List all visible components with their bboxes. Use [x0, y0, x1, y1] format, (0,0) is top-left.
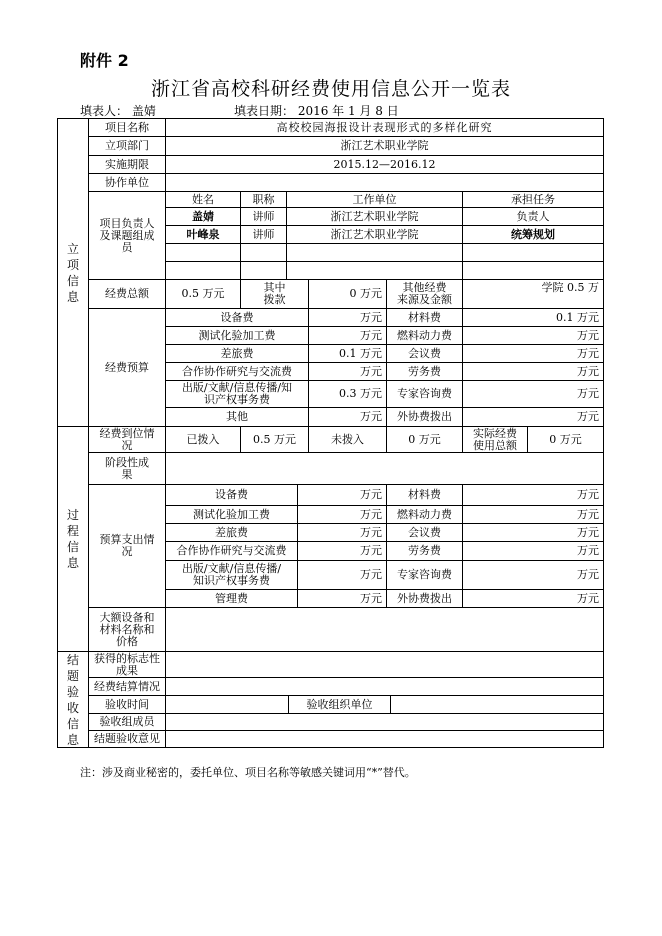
member-header-title: 职称 [252, 192, 275, 206]
spend-item-value: 万元 [360, 568, 382, 581]
spend-item-label: 燃料动力费 [397, 507, 452, 521]
budget-item-label: 专家咨询费 [397, 387, 452, 400]
budget-label: 经费预算 [105, 360, 149, 374]
spend-item-label: 管理费 [215, 591, 248, 605]
spend-item-value: 万元 [577, 488, 599, 501]
document-title: 浙江省高校科研经费使用信息公开一览表 [150, 78, 511, 100]
allocated-label: 其中 拨款 [263, 281, 286, 306]
pending-value: 0 万元 [408, 432, 441, 446]
other-funds-label: 其他经费 来源及金额 [397, 281, 452, 306]
spend-item-label: 外协费拨出 [397, 591, 452, 605]
budget-item-label: 外协费拨出 [397, 410, 452, 423]
settlement-label: 经费结算情况 [94, 679, 160, 693]
period-value: 2015.12—2016.12 [333, 157, 436, 171]
other-funds-value: 学院 0.5 万 [541, 281, 599, 294]
budget-item-label: 设备费 [220, 310, 254, 324]
member-name: 叶峰泉 [186, 227, 220, 241]
spend-item-value: 万元 [577, 507, 599, 521]
received-label: 已拨入 [186, 432, 220, 446]
budget-item-label: 材料费 [408, 310, 441, 324]
section-conclusion-label: 结 题 验 收 信 息 [66, 652, 79, 747]
spend-item-label: 劳务费 [408, 544, 441, 557]
equipment-label: 大额设备和 材料名称和 价格 [99, 610, 155, 648]
spend-item-label: 设备费 [215, 488, 248, 501]
budget-item-value: 万元 [360, 410, 382, 423]
total-label: 经费总额 [105, 287, 149, 300]
actual-label: 实际经费 使用总额 [473, 427, 517, 452]
coop-label: 协作单位 [105, 175, 149, 189]
budget-item-value: 万元 [577, 328, 599, 342]
budget-item-label: 其他 [226, 410, 248, 423]
achievement-label: 获得的标志性 成果 [94, 652, 160, 677]
budget-item-label: 劳务费 [408, 364, 441, 378]
member-name: 盖婧 [192, 209, 214, 223]
spend-item-value: 万元 [360, 525, 382, 539]
spend-item-value: 万元 [360, 488, 382, 501]
spend-item-value: 万元 [577, 591, 599, 605]
budget-item-value: 万元 [360, 310, 382, 324]
budget-item-value: 万元 [360, 364, 382, 378]
spend-item-label: 差旅费 [215, 525, 248, 539]
milestone-label: 阶段性成 果 [105, 455, 149, 481]
allocated-value: 0 万元 [349, 287, 382, 300]
actual-value: 0 万元 [549, 432, 582, 446]
budget-item-value: 万元 [577, 346, 599, 360]
member-header-task: 承担任务 [511, 192, 555, 206]
opinion-label: 结题验收意见 [94, 732, 160, 745]
project-name-value: 高校校园海报设计表现形式的多样化研究 [276, 120, 493, 134]
budget-item-label: 测试化验加工费 [198, 328, 276, 342]
spend-item-value: 万元 [360, 591, 382, 605]
budget-item-label: 出版/文献/信息传播/知 识产权事务费 [181, 381, 293, 406]
member-title: 讲师 [252, 209, 275, 223]
dept-value: 浙江艺术职业学院 [340, 139, 429, 152]
budget-item-label: 差旅费 [220, 346, 254, 360]
attachment-label: 附件 2 [80, 51, 129, 70]
budget-item-value: 万元 [577, 364, 599, 378]
member-header-name: 姓名 [192, 192, 214, 206]
budget-item-value: 0.1 万元 [556, 310, 599, 324]
budget-item-value: 0.3 万元 [339, 387, 382, 400]
spend-item-value: 万元 [577, 544, 599, 557]
footnote: 注：涉及商业秘密的，委托单位、项目名称等敏感关键词用“*”替代。 [80, 766, 416, 779]
spend-item-value: 万元 [360, 507, 382, 521]
budget-item-label: 燃料动力费 [397, 328, 452, 342]
member-unit: 浙江艺术职业学院 [330, 209, 419, 223]
budget-item-value: 万元 [360, 328, 382, 342]
budget-item-label: 合作协作研究与交流费 [182, 364, 292, 378]
spend-item-label: 材料费 [408, 488, 441, 501]
dept-label: 立项部门 [105, 139, 149, 152]
coop-value [166, 174, 603, 191]
arrival-label: 经费到位情 况 [99, 427, 155, 452]
member-header-unit: 工作单位 [352, 192, 397, 206]
budget-item-value: 0.1 万元 [339, 346, 382, 360]
member-title: 讲师 [252, 227, 275, 241]
fill-date: 填表日期： 2016 年 1 月 8 日 [234, 104, 399, 118]
spend-item-label: 专家咨询费 [397, 568, 452, 581]
member-task: 统筹规划 [511, 227, 555, 241]
total-value: 0.5 万元 [181, 287, 225, 300]
filler-name: 填表人： 盖婧 [80, 104, 156, 118]
spend-item-value: 万元 [577, 525, 599, 539]
member-task: 负责人 [516, 209, 550, 223]
budget-item-value: 万元 [577, 410, 599, 423]
period-label: 实施期限 [105, 157, 149, 171]
spend-item-label: 测试化验加工费 [193, 507, 270, 521]
member-unit: 浙江艺术职业学院 [330, 227, 419, 241]
project-name-label: 项目名称 [105, 120, 149, 134]
section-approval-label: 立 项 信 息 [66, 241, 79, 304]
spend-item-value: 万元 [577, 568, 599, 581]
spend-item-label: 合作协作研究与交流费 [176, 544, 287, 557]
section-process-label: 过 程 信 息 [66, 508, 79, 570]
budget-item-label: 会议费 [408, 346, 441, 360]
pending-label: 未拨入 [331, 432, 364, 446]
received-value: 0.5 万元 [253, 432, 296, 446]
spend-item-label: 会议费 [408, 525, 441, 539]
members-label: 项目负责人 及课题组成 员 [99, 216, 155, 254]
spend-label: 预算支出情 况 [99, 533, 155, 558]
accept-time-label: 验收时间 [105, 697, 149, 711]
budget-item-value: 万元 [577, 387, 599, 400]
accept-members-label: 验收组成员 [99, 715, 155, 728]
spend-item-label: 出版/文献/信息传播/ 知识产权事务费 [181, 562, 282, 587]
spend-item-value: 万元 [360, 544, 382, 557]
accept-org-label: 验收组织单位 [306, 697, 373, 711]
